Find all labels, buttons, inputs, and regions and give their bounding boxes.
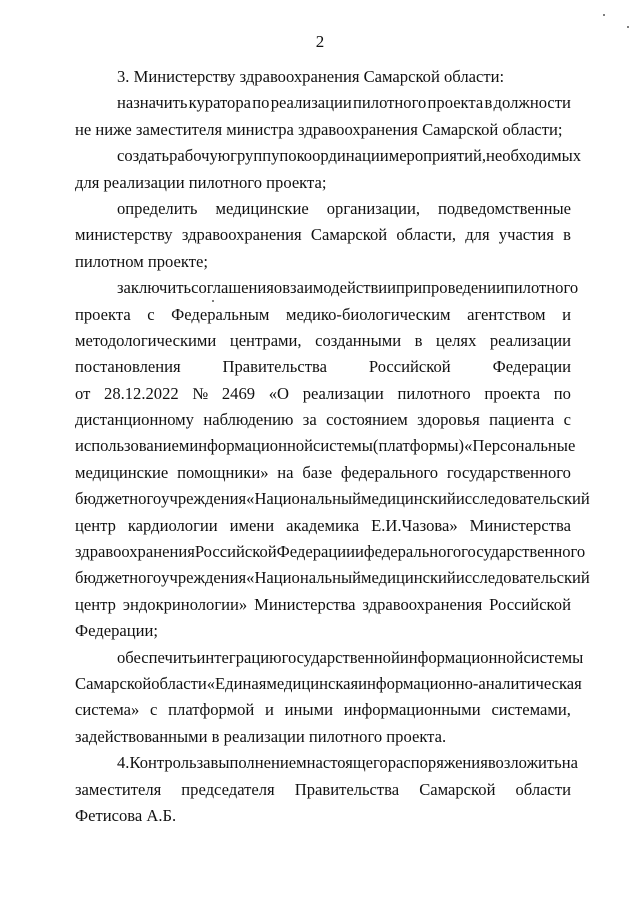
- word: организации,: [326, 198, 420, 218]
- word: наблюдению: [203, 410, 294, 430]
- scan-speck: [212, 300, 214, 302]
- word: подведомственные: [438, 198, 571, 218]
- word: медико-биологическим: [285, 304, 451, 324]
- paragraph-line: [75, 433, 576, 459]
- word: пилотного: [504, 278, 579, 298]
- word: Самарской: [419, 779, 496, 799]
- word: методологическими: [75, 330, 217, 350]
- word: Российской: [194, 542, 277, 562]
- word: реализации: [489, 330, 571, 350]
- word: «Единая: [206, 673, 267, 693]
- word: для: [465, 225, 490, 245]
- word: по: [252, 93, 270, 113]
- word: здравоохранения: [181, 225, 302, 245]
- word: медицинские: [215, 198, 309, 218]
- word: распоряжения: [387, 753, 488, 773]
- word: пилотного: [397, 383, 471, 403]
- paragraph-line: [75, 645, 584, 671]
- paragraph-line: [75, 143, 582, 169]
- word: эндокринологии»: [122, 594, 248, 614]
- word: Федеральным: [171, 304, 270, 324]
- word: с: [150, 700, 158, 720]
- paragraph-line: [75, 777, 571, 803]
- word: медицинские: [75, 462, 169, 482]
- word: дистанционному: [75, 410, 194, 430]
- word: области,: [396, 225, 456, 245]
- word: Министерства: [469, 515, 571, 535]
- paragraph-line: Фетисова А.Б.: [75, 805, 177, 825]
- word: учреждения: [161, 568, 247, 588]
- paragraph-line: [75, 302, 571, 328]
- word: рабочую: [169, 146, 231, 166]
- word: «Национальный: [246, 489, 362, 509]
- word: Контроль: [129, 753, 197, 773]
- paragraph-line: для реализации пилотного проекта;: [75, 172, 327, 192]
- word: Самарской: [75, 673, 152, 693]
- word: заключить: [117, 278, 192, 298]
- paragraph-line: [75, 354, 571, 380]
- word: информационно-аналитическая: [358, 673, 582, 693]
- word: проведении: [422, 278, 505, 298]
- paragraph-line: [75, 539, 586, 565]
- word: реализации: [302, 383, 384, 403]
- paragraph-line: [75, 275, 579, 301]
- word: от: [75, 383, 91, 403]
- word: обеспечить: [117, 647, 197, 667]
- word: Федерации: [276, 542, 356, 562]
- word: в: [563, 225, 571, 245]
- word: с: [147, 304, 155, 324]
- word: государственной: [281, 647, 400, 667]
- word: учреждения: [161, 489, 247, 509]
- scan-speck: [603, 14, 605, 16]
- word: пилотного: [353, 93, 427, 113]
- word: платформой: [168, 700, 255, 720]
- word: в: [484, 93, 493, 113]
- paragraph-line: [75, 513, 571, 539]
- word: имени: [229, 515, 275, 535]
- word: информационной: [399, 647, 524, 667]
- word: государственного: [461, 542, 586, 562]
- word: система»: [75, 700, 140, 720]
- word: бюджетного: [75, 568, 162, 588]
- word: системами,: [491, 700, 571, 720]
- word: 28.12.2022: [104, 383, 179, 403]
- word: созданными: [315, 330, 402, 350]
- paragraph-line: [75, 671, 582, 697]
- paragraph-line: задействованными в реализации пилотного проекта.: [75, 726, 447, 746]
- word: назначить: [117, 93, 188, 113]
- word: федерального: [363, 542, 462, 562]
- word: (платформы): [372, 436, 465, 456]
- word: Министерства: [254, 594, 356, 614]
- word: области: [151, 673, 207, 693]
- word: определить: [117, 198, 198, 218]
- word: в: [414, 330, 423, 350]
- word: проекта: [427, 93, 484, 113]
- paragraph-line: [75, 750, 578, 776]
- paragraph-line: [75, 565, 590, 591]
- word: заместителя: [75, 779, 162, 799]
- word: с: [563, 410, 571, 430]
- word: медицинский: [361, 568, 456, 588]
- paragraph-line: Федерации;: [75, 621, 158, 641]
- word: Российской: [489, 594, 571, 614]
- paragraph-line: [75, 486, 590, 512]
- word: помощники»: [177, 462, 269, 482]
- paragraph-line: [75, 697, 571, 723]
- word: бюджетного: [75, 489, 162, 509]
- word: системы: [313, 436, 373, 456]
- word: медицинский: [361, 489, 456, 509]
- word: и: [265, 700, 274, 720]
- word: участия: [498, 225, 554, 245]
- word: проекта: [484, 383, 541, 403]
- word: Российской: [368, 357, 451, 377]
- paragraph-line: не ниже заместителя министра здравоохранения Самарской области;: [75, 119, 563, 139]
- paragraph-line: [75, 328, 571, 354]
- word: Правительства: [294, 779, 400, 799]
- paragraph-line: 3. Министерству здравоохранения Самарской области:: [117, 67, 505, 86]
- word: области: [515, 779, 571, 799]
- word: Самарской: [310, 225, 388, 245]
- word: информационными: [343, 700, 481, 720]
- word: базе: [302, 462, 333, 482]
- page-number: 2: [315, 32, 325, 51]
- word: информационной: [189, 436, 314, 456]
- word: настоящего: [306, 753, 388, 773]
- word: на: [561, 753, 578, 773]
- word: федерального: [340, 462, 439, 482]
- word: Федерации: [492, 357, 571, 377]
- word: по: [279, 146, 297, 166]
- paragraph-line: [75, 90, 571, 116]
- word: кардиологии: [127, 515, 218, 535]
- word: «Национальный: [246, 568, 362, 588]
- word: 4.: [117, 753, 130, 773]
- word: интеграцию: [196, 647, 282, 667]
- paragraph-line: пилотном проекте;: [75, 251, 208, 271]
- word: центр: [75, 515, 116, 535]
- word: реализации: [270, 93, 352, 113]
- word: центр: [75, 594, 116, 614]
- word: выполнением: [210, 753, 307, 773]
- word: при: [396, 278, 423, 298]
- word: иными: [284, 700, 333, 720]
- word: за: [196, 753, 211, 773]
- word: о: [273, 278, 283, 298]
- word: и: [355, 542, 364, 562]
- word: 2469: [221, 383, 256, 403]
- word: №: [192, 383, 209, 403]
- word: использованием: [75, 436, 190, 456]
- word: медицинская: [266, 673, 359, 693]
- word: соглашения: [191, 278, 274, 298]
- paragraph-line: [75, 222, 571, 248]
- document-body: [75, 64, 590, 829]
- word: Правительства: [222, 357, 327, 377]
- word: куратора: [188, 93, 252, 113]
- word: здоровья: [417, 410, 480, 430]
- word: академика: [286, 515, 360, 535]
- word: системы: [523, 647, 584, 667]
- word: Е.И.Чазова»: [371, 515, 458, 535]
- word: за: [302, 410, 317, 430]
- paragraph-line: [75, 196, 571, 222]
- word: целях: [435, 330, 477, 350]
- word: министерству: [75, 225, 173, 245]
- word: исследовательский: [455, 568, 590, 588]
- word: «Персональные: [464, 436, 576, 456]
- word: по: [553, 383, 571, 403]
- word: возложить: [487, 753, 562, 773]
- scan-speck: [627, 26, 629, 28]
- word: государственного: [446, 462, 571, 482]
- paragraph-line: [75, 381, 571, 407]
- word: председателя: [181, 779, 275, 799]
- word: исследовательский: [455, 489, 590, 509]
- paragraph-line: [75, 460, 571, 486]
- word: взаимодействии: [282, 278, 397, 298]
- paragraph-line: [75, 407, 571, 433]
- word: здравоохранения: [75, 542, 195, 562]
- word: центрами,: [229, 330, 302, 350]
- word: должности: [493, 93, 571, 113]
- word: необходимых: [486, 146, 582, 166]
- word: агентством: [467, 304, 546, 324]
- word: группу: [230, 146, 280, 166]
- word: постановления: [75, 357, 181, 377]
- word: состоянием: [326, 410, 408, 430]
- word: здравоохранения: [362, 594, 483, 614]
- word: и: [562, 304, 571, 324]
- word: координации: [296, 146, 389, 166]
- word: пациента: [489, 410, 555, 430]
- word: мероприятий,: [388, 146, 486, 166]
- word: «О: [268, 383, 290, 403]
- paragraph-line: [75, 592, 571, 618]
- word: на: [277, 462, 294, 482]
- word: проекта: [75, 304, 131, 324]
- word: создать: [117, 146, 170, 166]
